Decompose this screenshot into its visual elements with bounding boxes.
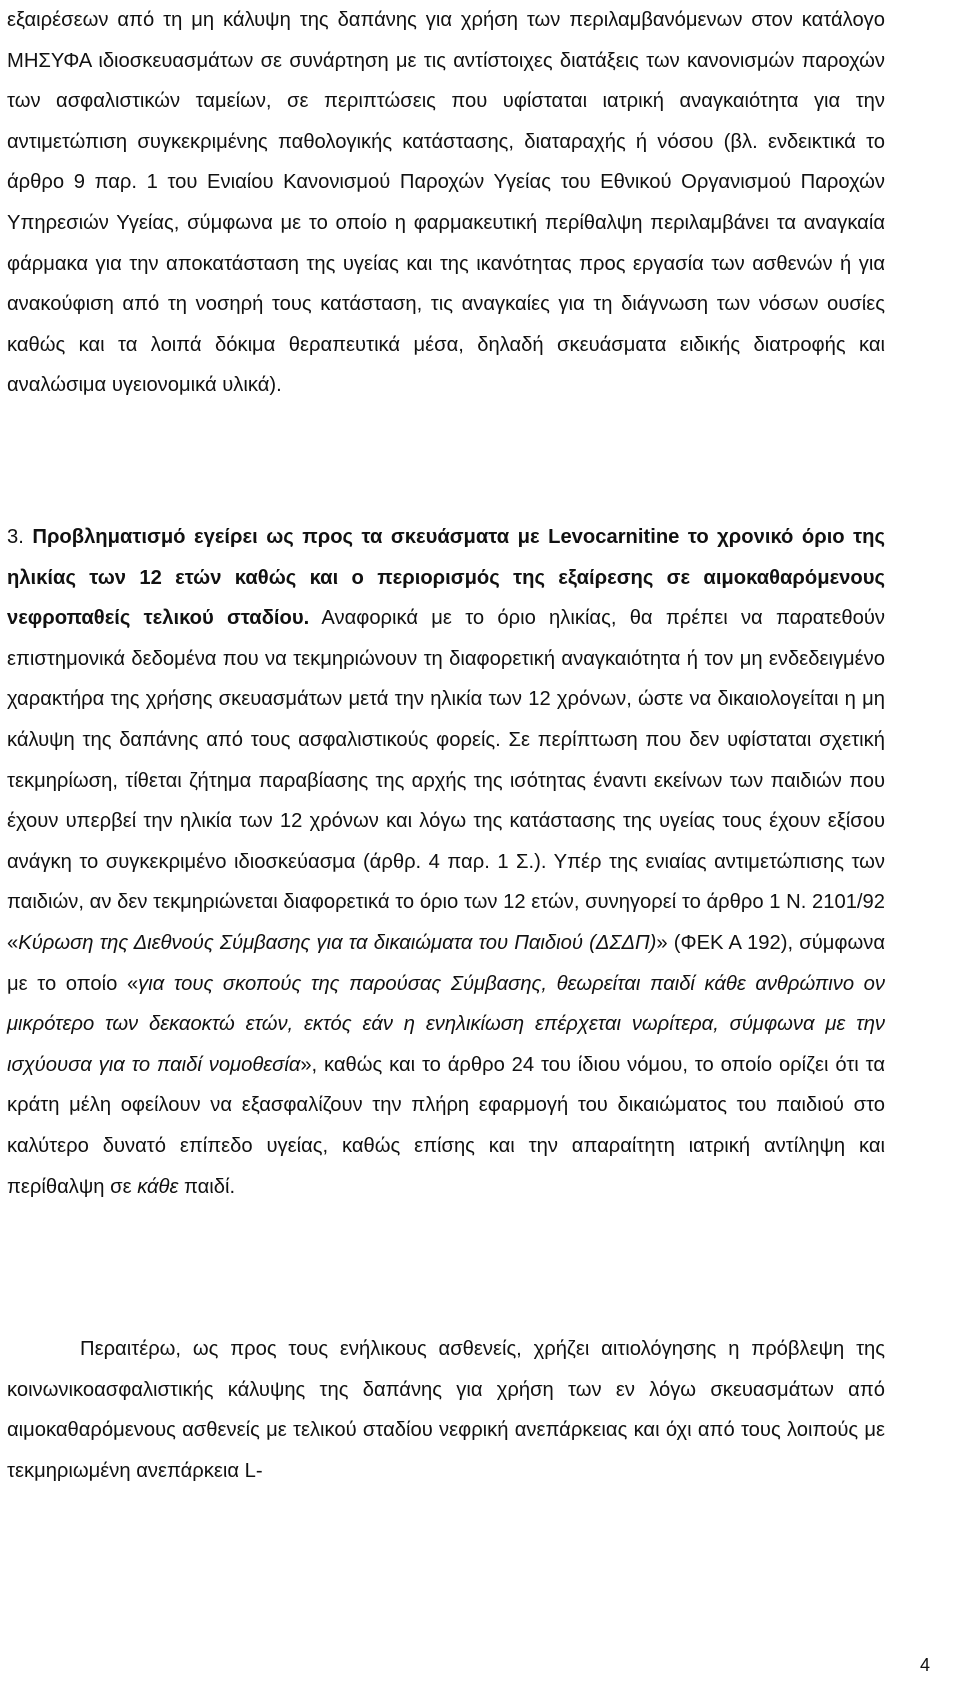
paragraph-2-text-c: », καθώς και το άρθρο 24 του ίδιου νόμου, το οποίο ορίζει ότι τα κράτη μέλη οφείλουν να εξασφαλίζουν την πλήρη εφαρμογή του δικαιώματος του παιδιού στο καλύτερο δυνατό επίπεδο υγείας, καθώς επίσης και την απαραίτητη ιατρική αντίληψη και περίθαλψη σε: [7, 1053, 885, 1198]
convention-quote: για τους σκοπούς της παρούσας Σύμβασης, θεωρείται παιδί κάθε ανθρώπινο ον μικρότερο των δεκαοκτώ ετών, εκτός εάν η ενηλικίωση επέρχεται νωρίτερα, σύμφωνα με την ισχύουσα για το παιδί νομοθεσία: [7, 972, 885, 1076]
paragraph-2-number: 3.: [7, 526, 24, 548]
paragraph-2-text-a: Αναφορικά με το όριο ηλικίας, θα πρέπει να παρατεθούν επιστημονικά δεδομένα που να τεκμηριώνουν τη διαφορετική αναγκαιότητα ή τον μη ενδεδειγμένο χαρακτήρα της χρήσης σκευασμάτων μετά την ηλικία των 12 χρόνων, ώστε να δικαιολογείται η μη κάλυψη της δαπάνης από τους ασφαλιστικούς φορείς. Σε περίπτωση που δεν υφίσταται σχετική τεκμηρίωση, τίθεται ζήτημα παραβίασης της αρχής της ισότητας έναντι εκείνων των παιδιών που έχουν υπερβεί την ηλικία των 12 χρόνων και λόγω της κατάστασης της υγείας τους έχουν εξίσου ανάγκη το συγκεκριμένο ιδιοσκεύασμα (άρθρ. 4 παρ. 1 Σ.). Υπέρ της ενιαίας αντιμετώπισης των παιδιών, αν δεν τεκμηριώνεται διαφορετικά το όριο των 12 ετών, συνηγορεί το άρθρο 1 Ν. 2101/92 «: [7, 607, 885, 954]
convention-title: Κύρωση της Διεθνούς Σύμβασης για τα δικαιώματα του Παιδιού (ΔΣΔΠ): [18, 931, 657, 954]
paragraph-2-text-b: » (ΦΕΚ Α 192), σύμφωνα με το οποίο «: [7, 931, 885, 995]
paragraph-3-text: Περαιτέρω, ως προς τους ενήλικους ασθενείς, χρήζει αιτιολόγησης η πρόβλεψη της κοινωνικοασφαλιστικής κάλυψης της δαπάνης για χρήση των εν λόγω σκευασμάτων από αιμοκαθαρόμενους ασθενείς με τελικού σταδίου νεφρική ανεπάρκειας και όχι από τους λοιπούς με τεκμηριωμένη ανεπάρκεια L-: [7, 1338, 885, 1482]
paragraph-1: [7, 0, 885, 406]
emphasis-every: κάθε: [137, 1175, 179, 1198]
paragraph-2-heading: Προβληματισμό εγείρει ως προς τα σκευάσματα με Levocarnitine το χρονικό όριο της ηλικίας των 12 ετών καθώς και ο περιορισμός της εξαίρεσης σε αιμοκαθαρόμενους νεφροπαθείς τελικού σταδίου.: [7, 526, 885, 630]
page-number: 4: [920, 1655, 931, 1675]
paragraph-2-text-d: παιδί.: [178, 1175, 236, 1198]
paragraph-2: [7, 517, 885, 1207]
paragraph-1-text: εξαιρέσεων από τη μη κάλυψη της δαπάνης για χρήση των περιλαμβανόμενων στον κατάλογο ΜΗΣΥΦΑ ιδιοσκευασμάτων σε συνάρτηση με τις αντίστοιχες διατάξεις των κανονισμών παροχών των ασφαλιστικών ταμείων, σε περιπτώσεις που υφίσταται ιατρική αναγκαιότητα για την αντιμετώπιση συγκεκριμένης παθολογικής κατάστασης, διαταραχής ή νόσου (βλ. ενδεικτικά το άρθρο 9 παρ. 1 του Ενιαίου Κανονισμού Παροχών Υγείας του Εθνικού Οργανισμού Παροχών Υπηρεσιών Υγείας, σύμφωνα με το οποίο η φαρμακευτική περίθαλψη περιλαμβάνει τα αναγκαία φάρμακα για την αποκατάσταση της υγείας και της ικανότητας προς εργασία των ασθενών ή για ανακούφιση από τη νοσηρή τους κατάσταση, τις αναγκαίες για τη διάγνωση των νόσων ουσίες καθώς και τα λοιπά δόκιμα θεραπευτικά μέσα, δηλαδή σκευάσματα ειδικής διατροφής και αναλώσιμα υγειονομικά υλικά).: [7, 9, 885, 397]
paragraph-3: [7, 1329, 885, 1491]
